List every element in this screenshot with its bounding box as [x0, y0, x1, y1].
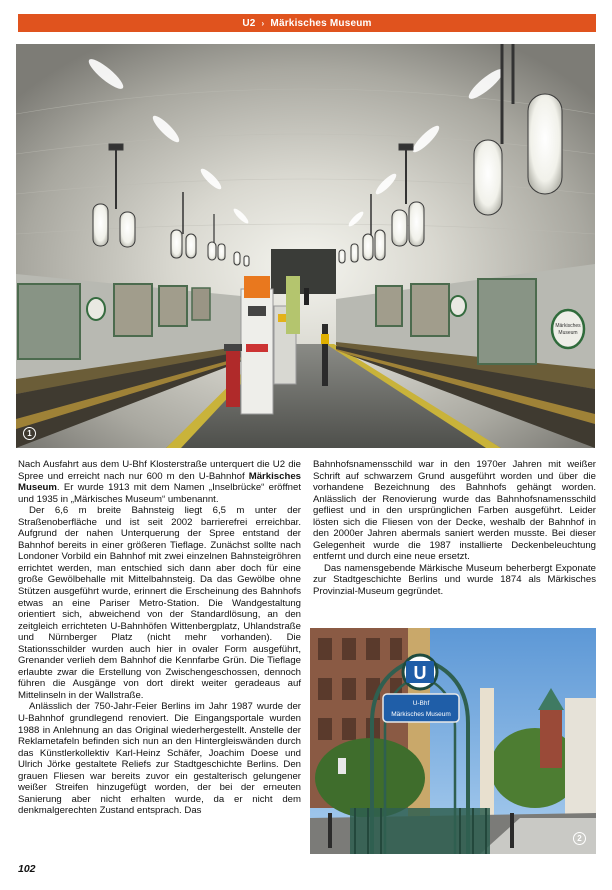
station-platform-photo	[16, 44, 595, 448]
u-bahn-logo: U	[413, 663, 427, 683]
paragraph-intro	[18, 459, 301, 505]
oval-sign-line2: Museum	[558, 330, 578, 336]
platform-illustration	[16, 44, 595, 448]
line-label: U2	[242, 17, 256, 29]
paragraph-sign: Bahnhofsnamensschild war in den 1970er Jahren mit weißer Schrift auf schwarzem Grund ausgeführt worden und über die vorhandene Bezeichnung des Bahnhofs gehängt worden. Anlässlich der Renovierung wurde das Bahnhofsnamensschild gefliest und in den ursprünglichen Farben ausgeführt. Leider lösten sich die Fliesen von der Decke, weshalb der Bahnhof in den 2000er Jahren abermals saniert werden musste. Bei dieser Gelegenheit wurde die 1987 installierte Deckenbeleuchtung entfernt und durch eine neue ersetzt.	[313, 459, 596, 563]
photo-number-badge: 2	[573, 832, 586, 845]
paragraph-museum: Das namensgebende Märkische Museum beherbergt Exponate zur Stadtgeschichte Berlins und wurde 1874 als Märkisches Provinzial-Museum gegründet.	[313, 562, 596, 598]
intro-text-b: . Er wurde 1913 mit dem Namen „Inselbrücke“ eröffnet und 1935 in „Märkisches Museum“ umbenannt.	[18, 482, 301, 505]
header-separator: ›	[261, 18, 265, 28]
paragraph-renovation: Anlässlich der 750-Jahr-Feier Berlins im Jahr 1987 wurde der U-Bahnhof grundlegend renoviert. Die Eingangsportale wurden 1988 in Anlehnung an das Original wiederhergestellt. Anstelle der Reklametafeln befinden sich nun an den Hintergleiswänden durch das Künstlerkollektiv Karl-Heinz Schäfer, Joachim Doese und Ulrich Jörke gestaltete Reliefs zur Stadtgeschichte Berlins. Den grauen Fliesen war bereits zuvor ein gestalterisch gelungener weißer Streifen hinzugefügt worden, der bei der erneuten Sanierung aber nicht erhalten wurde, da er nicht dem denkmalgerechten Zustand entsprach. Das	[18, 701, 301, 817]
paragraph-platform: Der 6,6 m breite Bahnsteig liegt 6,5 m unter der Straßenoberfläche und ist seit 2002 barrierefrei erreichbar. Aufgrund der nahen Unterquerung der Spree entstand der Bahnhof bereits in einer größeren Tieflage. Zunächst sollte nach Londoner Vorbild ein Bahnhof mit zwei einzelnen Bahnsteigröhren errichtet werden, man entschied sich dann aber doch für eine große Gewölbehalle mit Mittelbahnsteig. Da das Gewölbe ohne Stützen ausgeführt wurde, erinnert die Erscheinung des Bahnhofs etwas an eine Pariser Metro-Station. Die Wandgestaltung orientiert sich, abweichend von der Standardlösung, an den zeitgleich errichteten U-Bahnhöfen Wittenbergplatz, Uhlandstraße und Nürnberger Platz (nicht mehr vorhanden). Die Stationsschilder wurden auch hier in ovaler Form ausgeführt, Grenander verlieh dem Bahnhof die Kennfarbe Grün. Die Tieflage erlaubte zwar die Erstellung von Zwischengeschossen, dennoch führen die Ausgänge von dort direkt weiter geradeaus auf Mittelinseln in der Wallstraße.	[18, 505, 301, 701]
chapter-header	[18, 14, 596, 32]
intro-text-a: Nach Ausfahrt aus dem U-Bhf Klosterstraße unterquert die U2 die Spree und erreicht nach nur 600 m den U-Bahnhof	[18, 459, 301, 482]
page-number: 102	[18, 863, 36, 875]
entrance-sign-line2: Märkisches Museum	[391, 711, 451, 718]
entrance-sign-line1: U-Bhf	[412, 700, 430, 707]
text-column-right	[313, 459, 596, 598]
entrance-illustration	[310, 628, 596, 854]
station-name-bold: Märkisches Museum	[18, 470, 301, 494]
photo-number-badge: 1	[23, 427, 36, 440]
text-column-left	[18, 459, 301, 817]
station-label: Märkisches Museum	[270, 17, 372, 29]
oval-sign-line1: Märkisches	[555, 323, 581, 329]
station-entrance-photo	[310, 628, 596, 854]
